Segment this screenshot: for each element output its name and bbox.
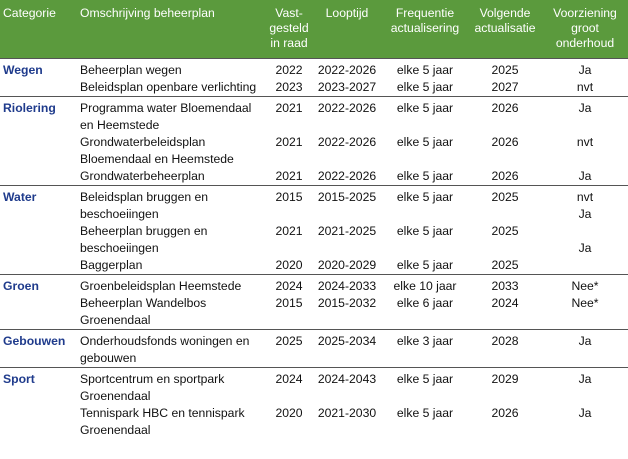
volgende-cell: 2026 <box>491 135 519 149</box>
frequentie-cell: elke 5 jaar <box>382 97 468 135</box>
omschrijving-cell: Tennispark HBC en tennispark Groenendaal <box>80 406 245 437</box>
vastgesteld-cell: 2015 <box>275 296 303 310</box>
table-row <box>0 59 628 80</box>
omschrijving-cell: Beheerplan bruggen en beschoeiingen <box>80 224 208 255</box>
voorziening-cell: Ja <box>542 97 628 135</box>
frequentie-cell: elke 10 jaar <box>382 275 468 296</box>
category-cell: Water <box>0 186 77 224</box>
volgende-cell: 2024 <box>491 296 519 310</box>
table-row <box>0 330 628 368</box>
vastgesteld-cell: 2022 <box>266 59 312 80</box>
voorziening-cell: nvt <box>576 135 594 149</box>
volgende-cell: 2026 <box>491 169 519 183</box>
frequentie-cell: elke 5 jaar <box>396 80 454 94</box>
header-volgende: Volgende actualisatie <box>468 0 542 59</box>
frequentie-cell: elke 5 jaar <box>382 186 468 224</box>
vastgesteld-cell: 2025 <box>266 330 312 368</box>
vastgesteld-cell: 2021 <box>275 135 303 149</box>
looptijd-cell: 2020-2029 <box>317 258 377 272</box>
looptijd-cell: 2023-2027 <box>317 80 377 94</box>
omschrijving-cell: Beleidsplan bruggen en beschoeiingen <box>77 186 266 224</box>
voorziening-cell: Ja <box>542 368 628 406</box>
omschrijving-cell: Programma water Bloemendaal en Heemstede <box>77 97 266 135</box>
voorziening-cell: nvt <box>576 80 594 94</box>
looptijd-cell: 2024-2033 <box>312 275 382 296</box>
vastgesteld-cell: 2020 <box>275 258 303 272</box>
category-cell <box>0 257 77 275</box>
vastgesteld-cell: 2015 <box>266 186 312 224</box>
vastgesteld-cell: 2024 <box>266 275 312 296</box>
frequentie-cell: elke 5 jaar <box>382 368 468 406</box>
looptijd-cell: 2022-2026 <box>317 169 377 183</box>
omschrijving-cell: Baggerplan <box>80 258 143 272</box>
category-cell: Groen <box>0 275 77 296</box>
table-row <box>0 223 628 257</box>
category-cell: Gebouwen <box>0 330 77 368</box>
frequentie-cell: elke 5 jaar <box>382 59 468 80</box>
omschrijving-cell: Grondwaterbeleidsplan Bloemendaal en Heemstede <box>80 135 234 166</box>
category-cell <box>0 168 77 186</box>
vastgesteld-cell: 2023 <box>275 80 303 94</box>
omschrijving-cell: Groenbeleidsplan Heemstede <box>77 275 266 296</box>
category-cell: Wegen <box>0 59 77 80</box>
looptijd-cell: 2022-2026 <box>312 59 382 80</box>
frequentie-cell: elke 5 jaar <box>396 406 454 420</box>
vastgesteld-cell: 2021 <box>275 224 303 238</box>
table-row <box>0 257 628 275</box>
voorziening-cell: Ja <box>542 59 628 80</box>
voorziening-cell: nvt Ja <box>542 186 628 224</box>
category-cell: Sport <box>0 368 77 406</box>
category-cell <box>0 223 77 257</box>
volgende-cell: 2026 <box>468 97 542 135</box>
volgende-cell: 2025 <box>468 59 542 80</box>
omschrijving-cell: Onderhoudsfonds woningen en gebouwen <box>77 330 266 368</box>
looptijd-cell: 2021-2025 <box>317 224 377 238</box>
category-cell: Riolering <box>0 97 77 135</box>
table-row <box>0 79 628 97</box>
vastgesteld-cell: 2024 <box>266 368 312 406</box>
voorziening-cell: Ja <box>578 169 592 183</box>
header-omschrijving: Omschrijving beheerplan <box>77 0 266 59</box>
omschrijving-cell: Beheerplan wegen <box>77 59 266 80</box>
frequentie-cell: elke 3 jaar <box>382 330 468 368</box>
header-categorie: Categorie <box>0 0 77 59</box>
vastgesteld-cell: 2021 <box>275 169 303 183</box>
frequentie-cell: elke 5 jaar <box>396 224 454 238</box>
volgende-cell: 2025 <box>491 258 519 272</box>
volgende-cell: 2026 <box>491 406 519 420</box>
header-voorziening: Voorziening groot onderhoud <box>542 0 628 59</box>
category-cell <box>0 405 77 439</box>
frequentie-cell: elke 5 jaar <box>396 135 454 149</box>
table-row <box>0 405 628 439</box>
volgende-cell: 2025 <box>468 186 542 224</box>
looptijd-cell: 2015-2025 <box>312 186 382 224</box>
header-row <box>0 0 628 59</box>
header-frequentie: Frequentie actualisering <box>382 0 468 59</box>
volgende-cell: 2029 <box>468 368 542 406</box>
voorziening-cell: Ja <box>542 330 628 368</box>
category-cell <box>0 134 77 168</box>
category-cell <box>0 79 77 97</box>
looptijd-cell: 2024-2043 <box>312 368 382 406</box>
volgende-cell: 2028 <box>468 330 542 368</box>
voorziening-cell: Nee* <box>542 275 628 296</box>
omschrijving-cell: Sportcentrum en sportpark Groenendaal <box>77 368 266 406</box>
category-cell <box>0 295 77 330</box>
omschrijving-cell: Beleidsplan openbare verlichting <box>80 80 257 94</box>
header-vastgesteld: Vast-gesteld in raad <box>266 0 312 59</box>
omschrijving-cell: Beheerplan Wandelbos Groenendaal <box>80 296 207 327</box>
frequentie-cell: elke 5 jaar <box>396 258 454 272</box>
voorziening-cell: Ja <box>578 406 592 420</box>
voorziening-cell: Ja <box>578 241 592 255</box>
looptijd-cell: 2022-2026 <box>317 135 377 149</box>
table-row <box>0 275 628 296</box>
table-row <box>0 186 628 224</box>
table-row <box>0 134 628 168</box>
table-row <box>0 368 628 406</box>
table-row <box>0 168 628 186</box>
frequentie-cell: elke 6 jaar <box>396 296 454 310</box>
frequentie-cell: elke 5 jaar <box>396 169 454 183</box>
omschrijving-cell: Grondwaterbeheerplan <box>80 169 205 183</box>
voorziening-cell: Nee* <box>571 296 599 310</box>
looptijd-cell: 2021-2030 <box>317 406 377 420</box>
looptijd-cell: 2022-2026 <box>312 97 382 135</box>
vastgesteld-cell: 2020 <box>275 406 303 420</box>
volgende-cell: 2033 <box>468 275 542 296</box>
vastgesteld-cell: 2021 <box>266 97 312 135</box>
looptijd-cell: 2025-2034 <box>312 330 382 368</box>
volgende-cell: 2027 <box>491 80 519 94</box>
header-looptijd: Looptijd <box>312 0 382 59</box>
volgende-cell: 2025 <box>491 224 519 238</box>
table-row <box>0 295 628 330</box>
table-row <box>0 97 628 135</box>
looptijd-cell: 2015-2032 <box>317 296 377 310</box>
voorziening-cell <box>542 257 628 275</box>
